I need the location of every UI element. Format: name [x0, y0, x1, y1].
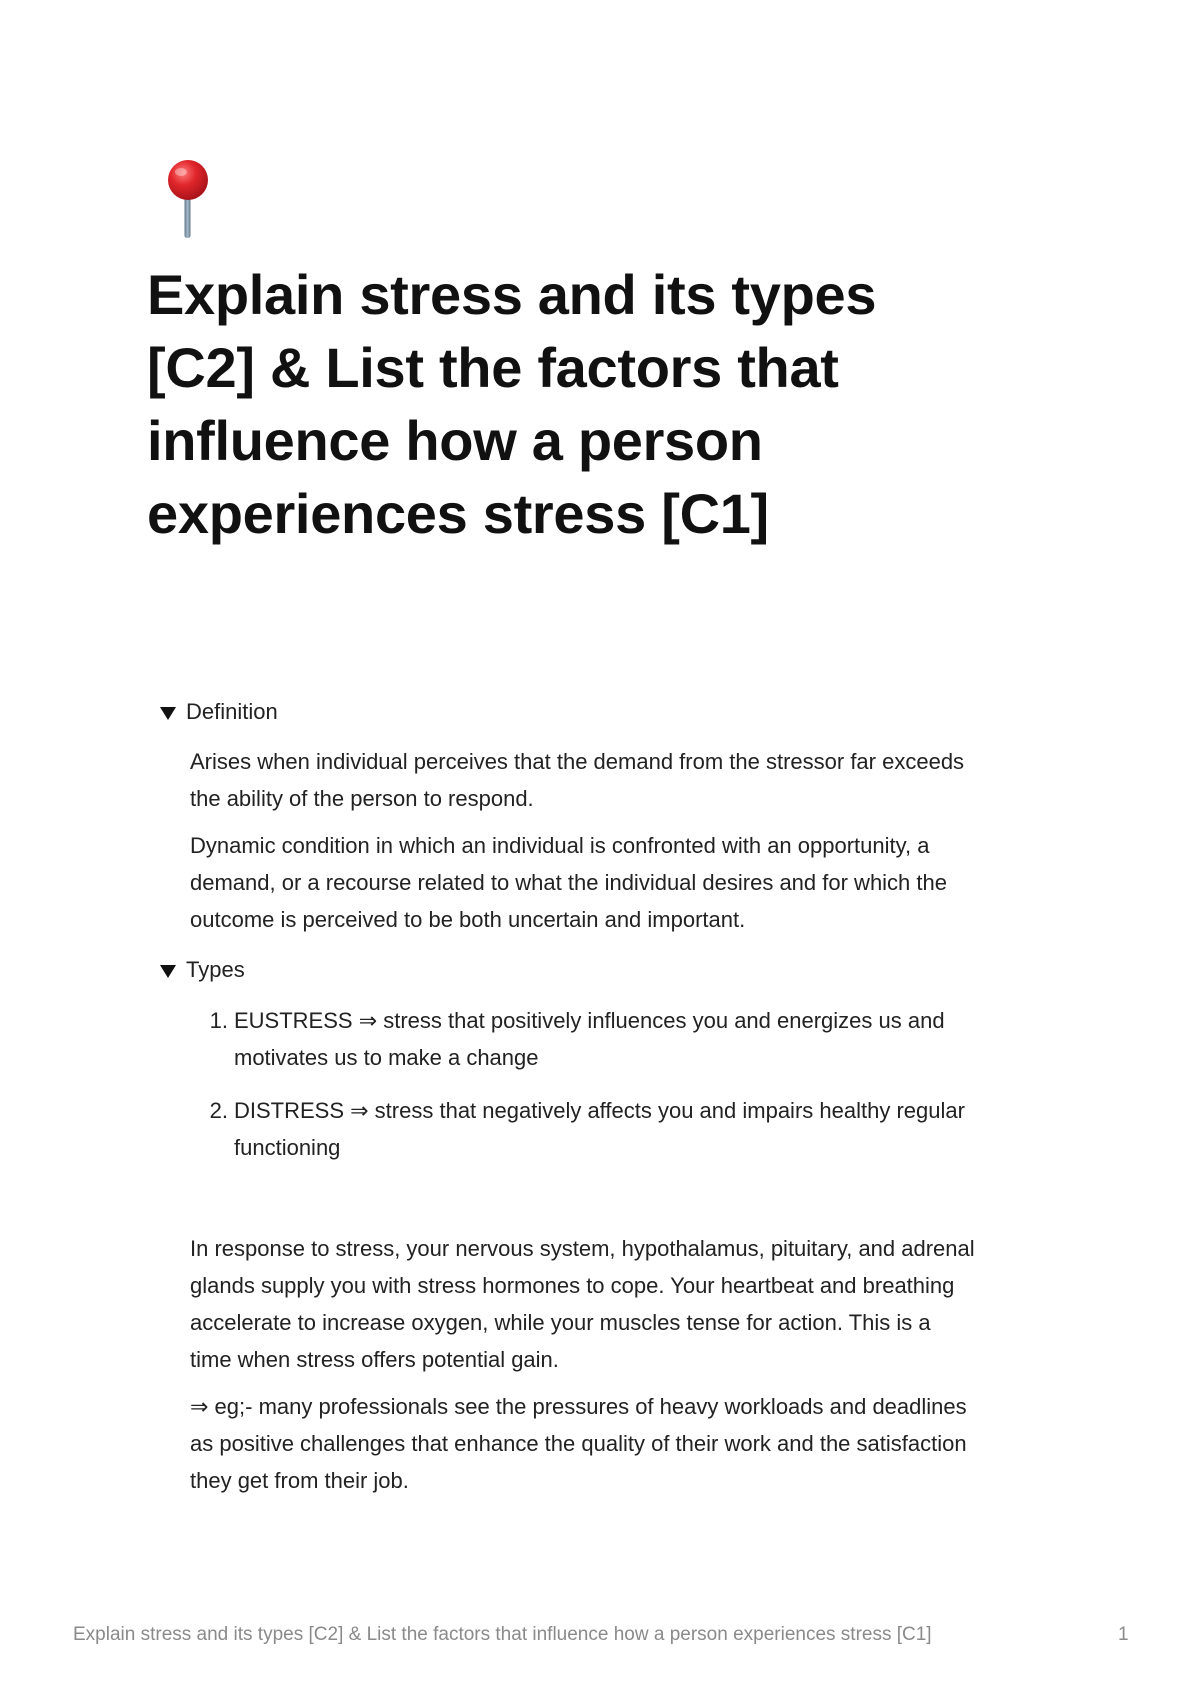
list-item-text	[234, 1002, 1064, 1076]
definition-paragraph	[190, 743, 1070, 817]
definition-paragraph	[190, 827, 1070, 938]
round-pushpin-icon	[160, 158, 216, 242]
text-line: motivates us to make a change	[234, 1045, 539, 1070]
text-line: ⇒ eg;- many professionals see the pressures of heavy workloads and deadlines	[190, 1394, 967, 1419]
text-line: demand, or a recourse related to what the individual desires and for which the	[190, 870, 947, 895]
text-line: time when stress offers potential gain.	[190, 1347, 559, 1372]
page-title	[147, 258, 1047, 550]
text-line: EUSTRESS ⇒ stress that positively influences you and energizes us and	[234, 1008, 945, 1033]
text-line: the ability of the person to respond.	[190, 786, 534, 811]
list-number: 2.	[209, 1098, 228, 1123]
caret-down-icon[interactable]	[160, 965, 176, 978]
text-line: as positive challenges that enhance the quality of their work and the satisfaction	[190, 1431, 967, 1456]
list-item-text	[234, 1092, 1064, 1166]
title-line: experiences stress [C1]	[147, 482, 769, 545]
toggle-definition[interactable]	[160, 697, 278, 727]
title-line: Explain stress and its types	[147, 263, 877, 326]
text-line: glands supply you with stress hormones to cope. Your heartbeat and breathing	[190, 1273, 955, 1298]
text-line: functioning	[234, 1135, 341, 1160]
list-number: 1.	[209, 1008, 228, 1033]
page-number: 1	[1118, 1624, 1129, 1645]
text-line: In response to stress, your nervous system, hypothalamus, pituitary, and adrenal	[190, 1236, 975, 1261]
caret-down-icon[interactable]	[160, 707, 176, 720]
title-line: [C2] & List the factors that	[147, 336, 839, 399]
page-footer: Explain stress and its types [C2] & List the factors that influence how a person experiences stress [C1]	[73, 1624, 932, 1645]
text-line: they get from their job.	[190, 1468, 409, 1493]
text-line: outcome is perceived to be both uncertain and important.	[190, 907, 746, 932]
text-line: DISTRESS ⇒ stress that negatively affects you and impairs healthy regular	[234, 1098, 965, 1123]
text-line: Dynamic condition in which an individual is confronted with an opportunity, a	[190, 833, 930, 858]
response-paragraph	[190, 1230, 1070, 1378]
text-line: Arises when individual perceives that the demand from the stressor far exceeds	[190, 749, 965, 774]
title-line: influence how a person	[147, 409, 763, 472]
toggle-types[interactable]	[160, 955, 245, 985]
text-line: accelerate to increase oxygen, while your muscles tense for action. This is a	[190, 1310, 931, 1335]
toggle-label: Definition	[186, 699, 278, 724]
example-paragraph	[190, 1388, 1070, 1499]
toggle-label: Types	[186, 957, 245, 982]
